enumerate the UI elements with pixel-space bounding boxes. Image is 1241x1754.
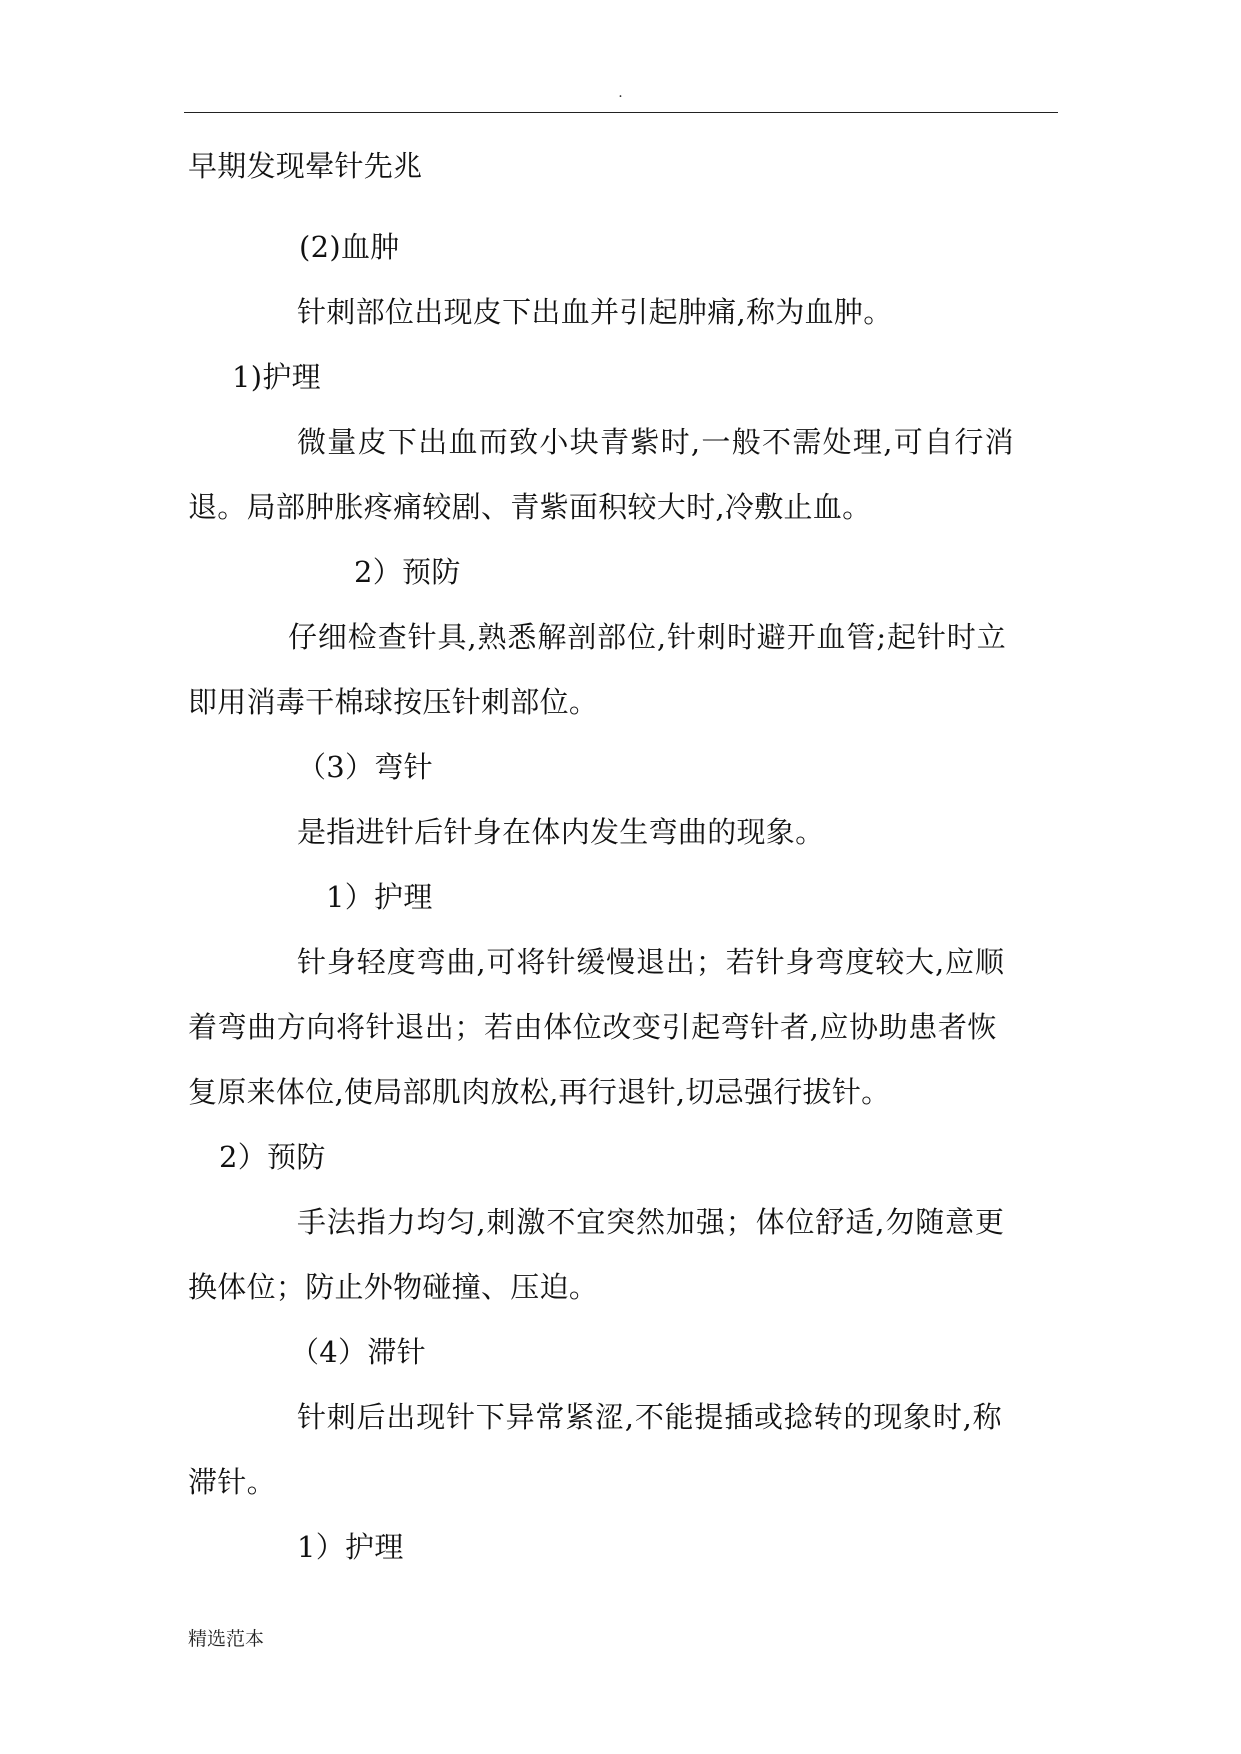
text-line: 手法指力均匀,刺激不宜突然加强；体位舒适,勿随意更 [297,1205,1005,1239]
text-line: 针刺后出现针下异常紧涩,不能提插或捻转的现象时,称 [297,1400,1003,1434]
text-line: 着弯曲方向将针退出；若由体位改变引起弯针者,应协助患者恢 [188,1010,998,1044]
section-heading-hematoma: (2)血肿 [299,230,400,264]
subheading-prevention: 2）预防 [354,555,461,589]
section-heading-stuck-needle: （4）滞针 [290,1335,426,1369]
text-line: 针身轻度弯曲,可将针缓慢退出；若针身弯度较大,应顺 [297,945,1005,979]
text-line: 微量皮下出血而致小块青紫时,一般不需处理,可自行消 [297,425,1015,459]
header-rule [184,112,1058,113]
text-line: 换体位；防止外物碰撞、压迫。 [188,1270,599,1304]
text-line: 即用消毒干棉球按压针刺部位。 [188,685,599,719]
subheading-care: 1)护理 [232,360,321,394]
text-line: 仔细检查针具,熟悉解剖部位,针刺时避开血管;起针时立 [288,620,1007,654]
header-mark: . [618,85,623,101]
text-line: 早期发现晕针先兆 [188,149,423,183]
footer-label: 精选范本 [188,1628,265,1650]
text-line: 复原来体位,使局部肌肉放松,再行退针,切忌强行拔针。 [188,1075,891,1109]
text-line: 滞针。 [188,1465,276,1499]
subheading-care: 1）护理 [326,880,433,914]
section-heading-bent-needle: （3）弯针 [297,750,433,784]
text-line: 针刺部位出现皮下出血并引起肿痛,称为血肿。 [297,295,893,329]
subheading-prevention: 2）预防 [219,1140,326,1174]
text-line: 退。局部肿胀疼痛较剧、青紫面积较大时,冷敷止血。 [188,490,872,524]
subheading-care: 1）护理 [297,1530,404,1564]
text-line: 是指进针后针身在体内发生弯曲的现象。 [297,815,825,849]
